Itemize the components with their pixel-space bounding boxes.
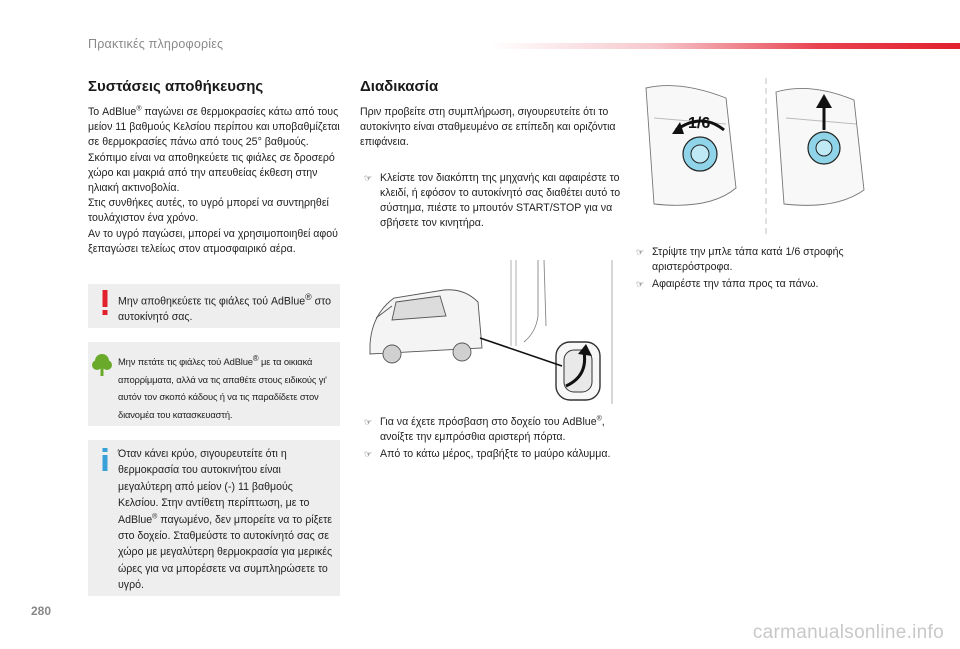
- procedure-intro: Πριν προβείτε στη συμπλήρωση, σιγουρευτείτε ότι το αυτοκίνητο είναι σταθμευμένο σε επίπεδη και οριζόντια επιφάνεια.: [360, 106, 616, 149]
- storage-section: [88, 78, 340, 257]
- eco-box: [88, 342, 340, 426]
- cap-step-2: ☞ Αφαιρέστε την τάπα προς τα πάνω.: [632, 277, 902, 292]
- watermark: carmanualsonline.info: [752, 622, 944, 643]
- exclamation-icon: [100, 290, 110, 316]
- door-step-1: ☞ Για να έχετε πρόσβαση στο δοχείο του AdBlue®, ανοίξτε την εμπρόσθια αριστερή πόρτα.: [360, 415, 622, 445]
- procedure-title: Διαδικασία: [360, 78, 439, 95]
- warning-box: [88, 284, 340, 328]
- door-step-2: ☞ Από το κάτω μέρος, τραβήξτε το μαύρο κάλυμμα.: [360, 447, 622, 462]
- info-icon: [98, 448, 112, 472]
- storage-title: Συστάσεις αποθήκευσης: [88, 78, 264, 95]
- rotation-label: 1/6: [688, 115, 711, 132]
- header-accent-bar: [490, 43, 960, 49]
- hand-pointer-icon: ☞: [364, 417, 373, 427]
- eco-text: Μην πετάτε τις φιάλες τού AdBlue® με τα οικιακά απορρίμματα, αλλά να τις απαθέτε στους ειδικούς γι' αυτόν τον σκοπό κάδους ή να τις παραδίδετε στον διανομέα του κατασκευαστή.: [118, 354, 327, 420]
- hand-pointer-icon: ☞: [636, 247, 645, 257]
- tree-icon: [92, 353, 112, 377]
- cap-step-1: ☞ Στρίψτε την μπλε τάπα κατά 1/6 στροφής αριστερόστροφα.: [632, 245, 902, 275]
- procedure-step-1: ☞ Κλείστε τον διακόπτη της μηχανής και αφαιρέστε το κλειδί, ή εφόσον το αυτοκίνητό σας διαθέτει αυτό το σύστημα, πιέστε το μπουτόν START/STOP για να σβήσετε τον κινητήρα.: [360, 171, 622, 232]
- adblue-cap-illustration: [640, 78, 890, 238]
- hand-pointer-icon: ☞: [364, 449, 373, 460]
- hand-pointer-icon: ☞: [636, 279, 645, 290]
- hand-pointer-icon: ☞: [364, 172, 373, 183]
- info-text: Όταν κάνει κρύο, σιγουρευτείτε ότι η θερμοκρασία του αυτοκινήτου είναι μεγαλύτερη από μείον (-) 11 βαθμούς Κελσίου. Στην αντίθετη περίπτωση, με το AdBlue® παγωμένο, δεν μπορείτε να το ρίξετε στο δοχείο. Σταθμεύστε το αυτοκίνητό σας σε χώρο με μεγαλύτερη θερμοκρασία για μερικές ώρες για να μπορέσετε να συμπληρώσετε το υγρό.: [118, 448, 333, 592]
- warning-text: Μην αποθηκεύετε τις φιάλες τού AdBlue® στο αυτοκίνητό σας.: [118, 292, 332, 323]
- info-box: [88, 440, 340, 596]
- storage-paragraph-3: Αν το υγρό παγώσει, μπορεί να χρησιμοποιηθεί αφού ξεπαγώσει τελείως στον ατμοσφαιρικό αέρα.: [88, 227, 338, 255]
- page-header-title: Πρακτικές πληροφορίες: [88, 37, 224, 51]
- van-door-illustration: [366, 256, 616, 406]
- procedure-section: [360, 78, 622, 233]
- door-steps: [360, 415, 622, 465]
- storage-paragraph-2: Στις συνθήκες αυτές, το υγρό μπορεί να συντηρηθεί τουλάχιστον ένα χρόνο.: [88, 197, 329, 225]
- page-number: 280: [31, 604, 52, 618]
- cap-steps: [632, 245, 902, 295]
- storage-paragraph-1: Το AdBlue® παγώνει σε θερμοκρασίες κάτω από τους μείον 11 βαθμούς Κελσίου περίπου και υποβαθμίζεται σε θερμοκρασίες πάνω από τους 25° βαθμούς. Σκόπιμο είναι να αποθηκεύετε τις φιάλες σε δροσερό χώρο και μακριά από την απευθείας έκθεση στην ηλιακή ακτινοβολία.: [88, 105, 340, 195]
